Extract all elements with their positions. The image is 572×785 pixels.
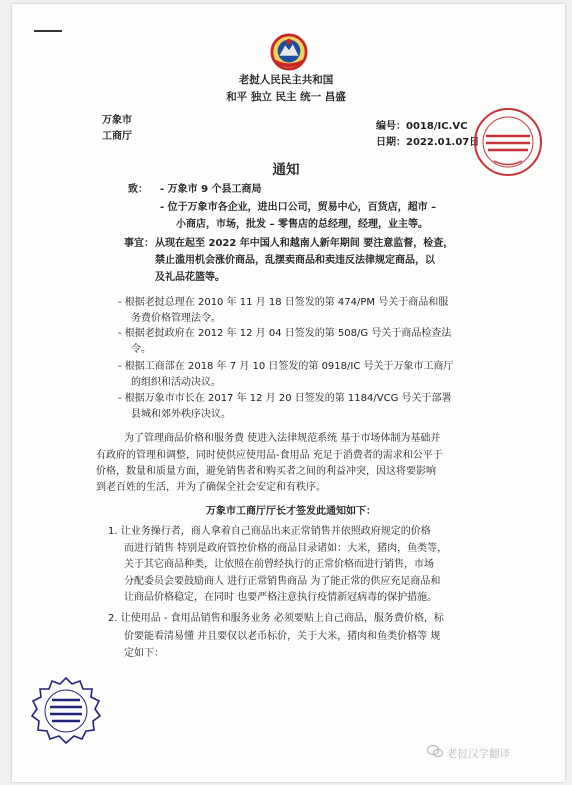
basis-1-line-2: 务费价格管理法令。: [131, 313, 221, 324]
item-1-line-1: 1. 让业务操行者，商人拿着自己商品出来正常销售并依照政府规定的价格: [108, 526, 431, 537]
purpose-line-1: 为了管理商品价格和服务费 使进入法律规范系统 基于市场体制为基础并: [124, 433, 441, 444]
chat-bubble-icon: [427, 744, 443, 758]
item-2-line-1: 2. 让使用品 - 食用品销售和服务业务 必须要贴上自己商品，服务费价格，标: [108, 613, 444, 624]
purpose-line-4: 到老百姓的生活，并为了确保全社会安定和有秩序。: [96, 482, 326, 493]
issuer-department: 工商厅: [102, 131, 132, 142]
subject-line-1: 从现在起至 2022 年中国人和越南人新年期间 要注意监督，检查，: [155, 238, 454, 249]
basis-3-line-1: - 根据工商部在 2018 年 7 月 10 日签发的第 0918/IC 号关于万象市工商厅: [118, 361, 454, 372]
country-name: 老挝人民民主共和国: [238, 74, 334, 86]
issuer-city: 万象市: [102, 115, 132, 126]
document-date: 日期：2022.01.07日: [376, 137, 480, 148]
document-title: 通知: [272, 162, 300, 178]
recipient-line-2: - 位于万象市各企业，进出口公司，贸易中心，百货店，超市 –: [160, 202, 437, 213]
basis-3-line-2: 的组织和活动决议。: [131, 377, 221, 388]
announcement-line: 万象市工商厅厅长才签发此通知如下：: [206, 506, 376, 517]
purpose-line-3: 价格，数量和质量方面，避免销售者和购买者之间的利益冲突，因这将要影响: [96, 466, 436, 477]
item-1-line-5: 让商品价格稳定，在同时 也要严格注意执行疫情新冠病毒的保护措施。: [124, 592, 438, 603]
item-2-line-2: 价要能看清易懂 并且要仅以老币标价，关于大米，猪肉和鱼类价格等 规: [124, 631, 441, 642]
subject-line-3: 及礼品花篮等。: [155, 272, 225, 283]
national-motto: 和平 独立 民主 统一 昌盛: [226, 91, 346, 103]
recipient-line-3: 小商店，市场，批发 – 零售店的总经理，经理，业主等。: [176, 219, 428, 230]
purpose-line-2: 有政府的管理和调整，同时使供应使用品-食用品 充足于消费者的需求和公平于: [96, 450, 443, 461]
page-mark: [34, 30, 62, 32]
reference-number: 编号：0018/IC.VC: [376, 121, 468, 132]
item-2-line-3: 定如下：: [124, 648, 164, 659]
item-1-line-2: 而进行销售 特别是政府管控价格的商品目录诸如：大米，猪肉，鱼类等，: [124, 543, 448, 554]
basis-1-line-1: - 根据老挝总理在 2010 年 11 月 18 日签发的第 474/PM 号关于商品和服: [118, 297, 449, 308]
basis-2-line-2: 令。: [131, 344, 151, 355]
basis-4-line-1: - 根据万象市市长在 2017 年 12 月 20 日签发的第 1184/VCG 号关于部署: [118, 393, 452, 404]
basis-2-line-1: - 根据老挝政府在 2012 年 12 月 04 日签发的第 508/G 号关于商品检查法: [118, 328, 452, 339]
watermark-text: 老挝汉学翻译: [447, 748, 510, 760]
basis-4-line-2: 县城和郊外秩序决议。: [131, 409, 231, 420]
item-1-line-4: 分配委员会要鼓励商人 进行正常销售商品 为了能正常的供应充足商品和: [124, 576, 441, 587]
subject-line-2: 禁止滥用机会涨价商品，乱摆卖商品和卖违反法律规定商品，以: [155, 255, 435, 266]
to-label: 致：: [128, 184, 148, 195]
subject-label: 事宜：: [124, 238, 154, 249]
national-emblem-icon: [270, 33, 308, 71]
item-1-line-3: 关于其它商品种类，让依照在前曾经执行的正常价格而进行销售，市场: [124, 559, 434, 570]
recipient-line-1: - 万象市 9 个县工商局: [160, 184, 262, 195]
translation-company-stamp-icon: [30, 676, 102, 748]
